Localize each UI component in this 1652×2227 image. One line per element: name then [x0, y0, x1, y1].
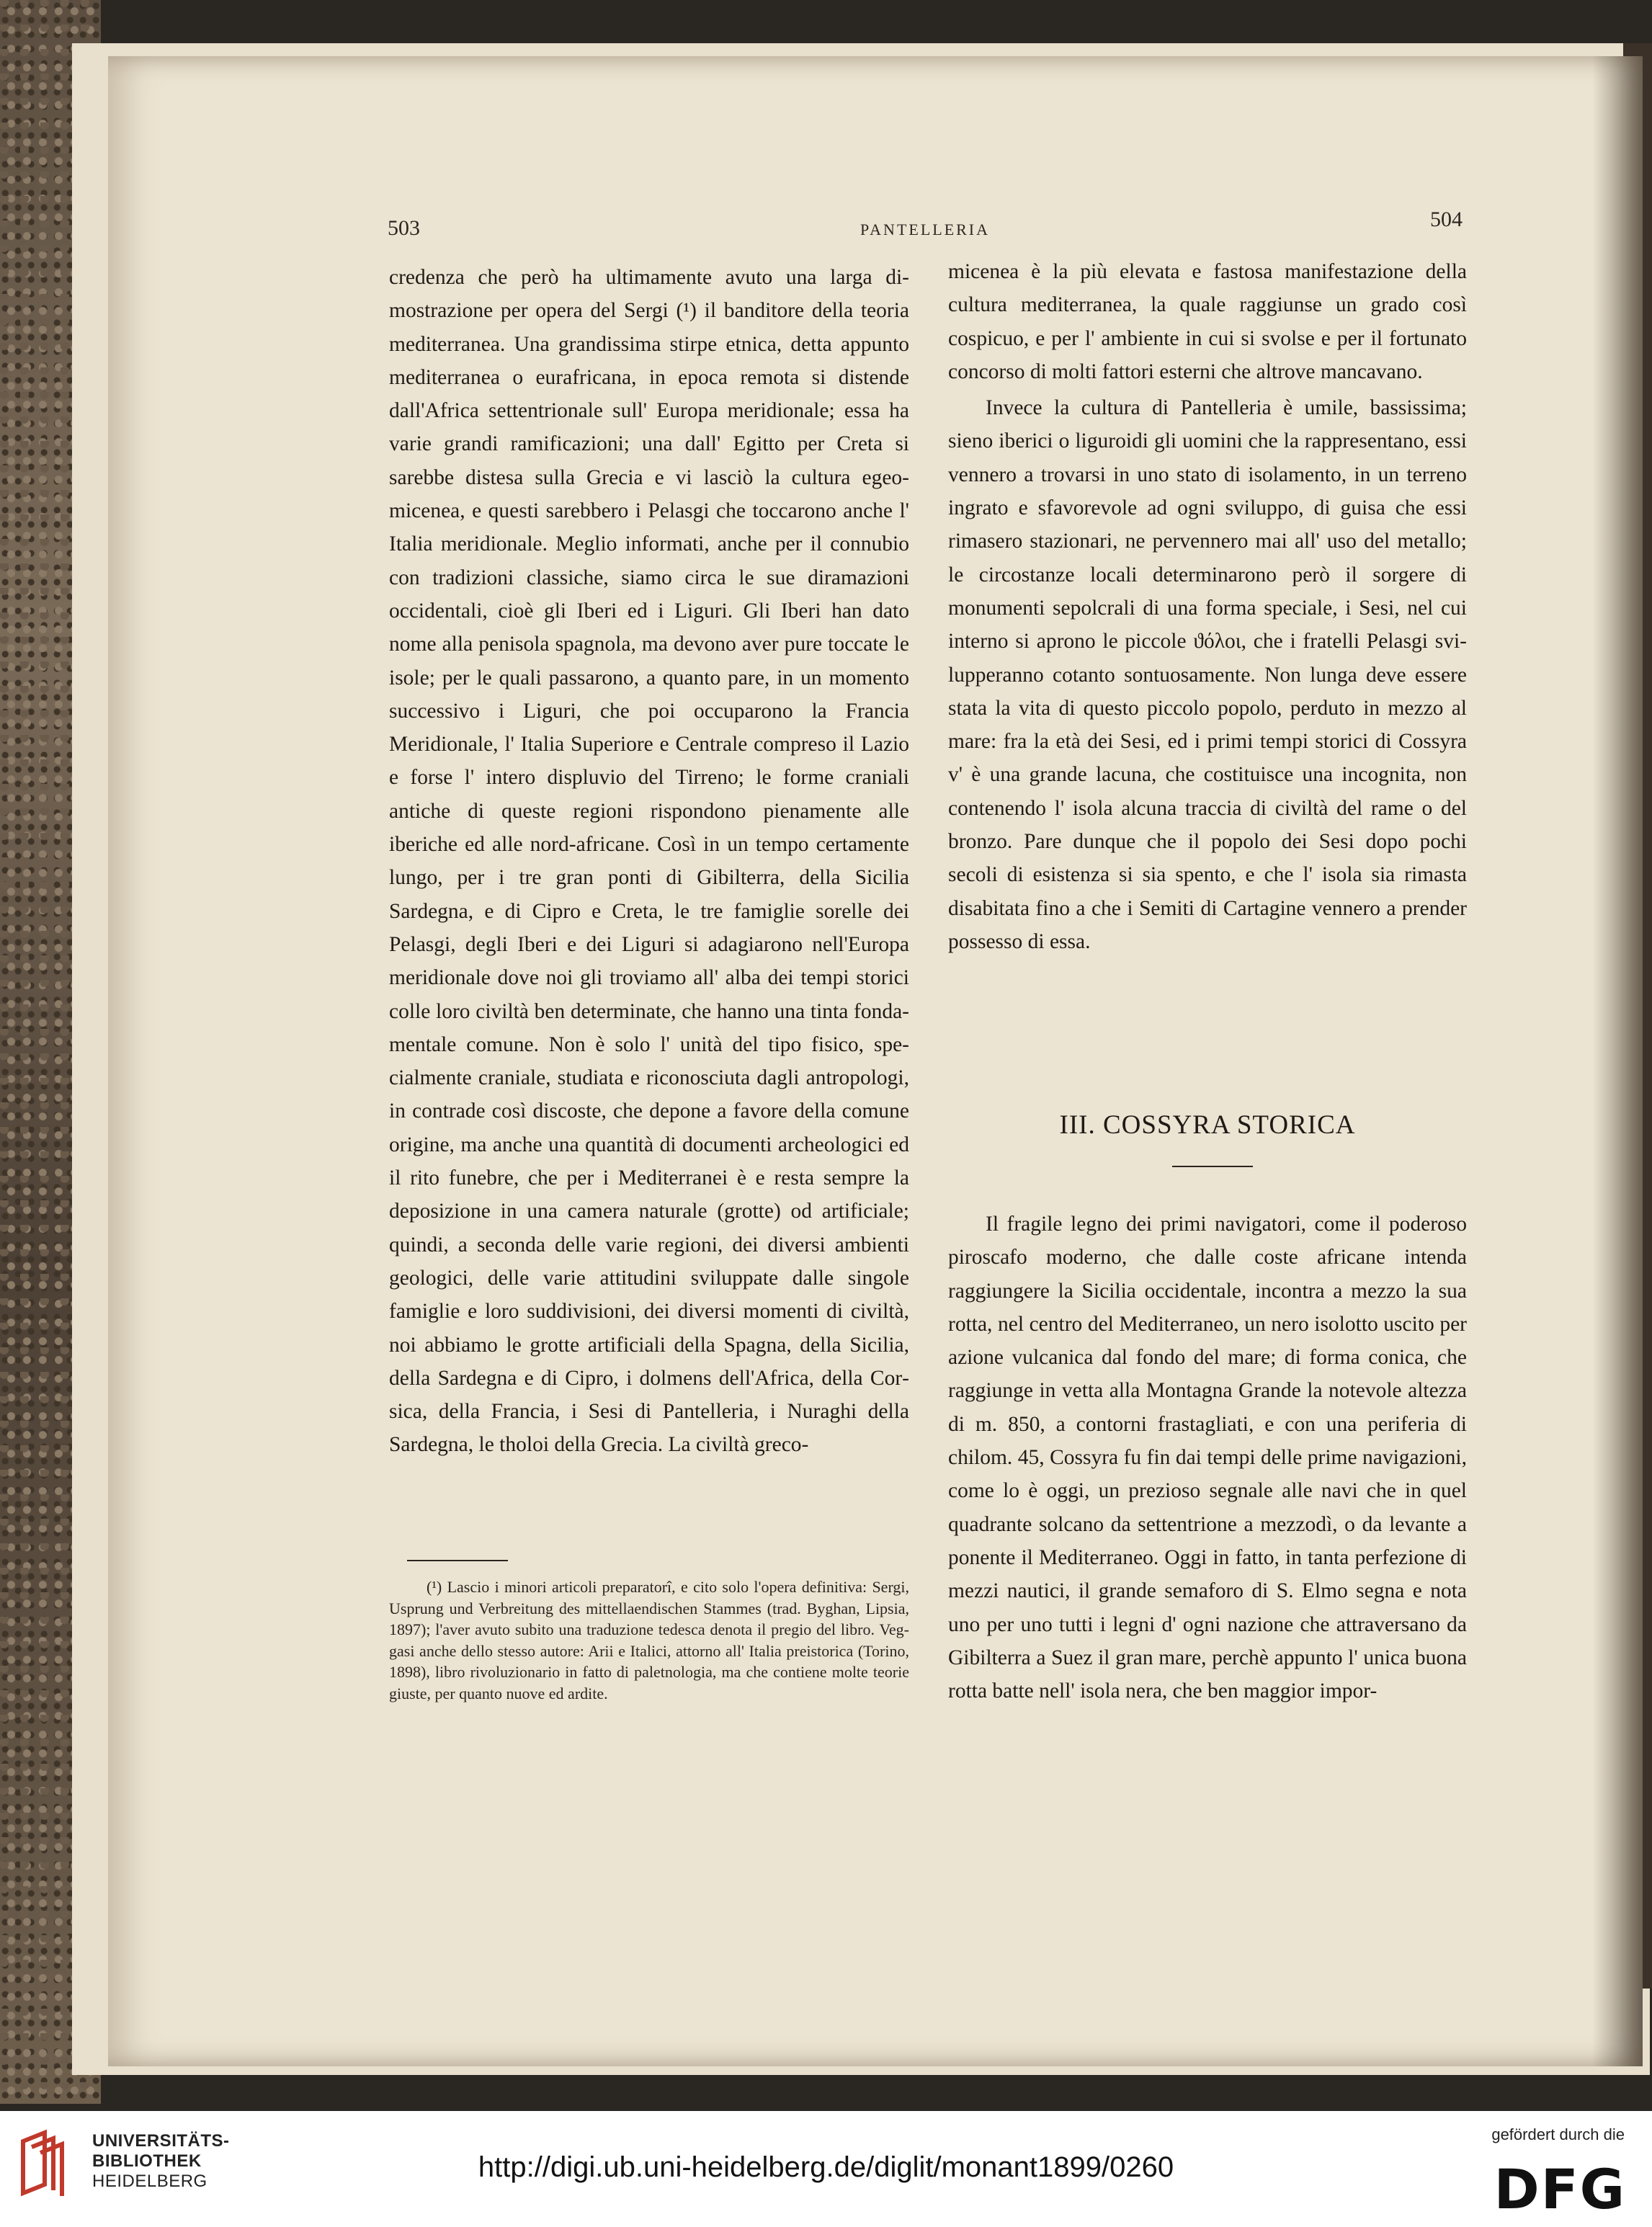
- library-name-line: UNIVERSITÄTS-: [92, 2131, 230, 2151]
- left-text-column: [389, 261, 909, 1462]
- right-text-column: [948, 255, 1467, 958]
- body-paragraph: Il fragile legno dei primi navigatori, come il poderoso piroscafo moderno, che dalle coste africane intenda raggiungere la Sicilia occidentale, incontra a mezzo la sua rotta, nel centro del Mediterraneo, un nero isolotto uscito per azione vulcanica dal fondo del mare; di forma conica, che raggiunge in vetta alla Montagna Grande la notevole altezza di m. 850, a contorni frastagliati, e con una periferia di chilom. 45, Cossyra fu fin dai tempi delle prime navigazioni, come lo è oggi, un prezioso segnale alle navi che in quel quadrante solcano da settentrione a mezzodì, o da levante a ponente il Mediterraneo. Oggi in fatto, in tanta perfezione di mezzi nautici, il grande semaforo di S. Elmo segna e nota uno per uno tutti i legni d' ogni nazione che attraversano da Gibilterra a Suez il gran mare, perchè appunto l' unica buona rotta batte nell' isola nera, che ben maggior impor-: [948, 1213, 1467, 1703]
- body-paragraph: Invece la cultura di Pantelleria è umile, bassissima; sieno iberici o liguroidi gli uomini che la rappresentano, essi vennero a trovarsi in uno stato di isolamento, in un terreno ingrato e sfavorevole ad ogni sviluppo, di guisa che essi rimasero stazionari, ne pervennero mai all' uso del metallo; le circostanze locali determinarono però il sorgere di monumenti sepolcrali di una forma speciale, i Sesi, nel cui interno si aprono le piccole ϑόλοι, che i fratelli Pelasgi svilupperanno cotanto sontuosamente. Non lunga deve essere stata la vita di questo piccolo popolo, perduto in mezzo al mare: fra la età dei Sesi, ed i primi tempi storici di Cossyra v' è una grande lacuna, che costituisce una incognita, non contenendo l' isola alcuna traccia di civiltà del rame o del bronzo. Pare dunque che il popolo dei Sesi dopo pochi secoli di esistenza si sia spento, e che l' isola sia rimasta disabitata fino a che i Semiti di Cartagine vennero a prender possesso di essa.: [948, 396, 1467, 953]
- library-name-line: BIBLIOTHEK: [92, 2151, 202, 2171]
- page-header: [388, 207, 1463, 244]
- footnote: [389, 1576, 909, 1704]
- permalink-url[interactable]: http://digi.ub.uni-heidelberg.de/diglit/monant1899/0260: [478, 2151, 1174, 2183]
- page-number-left: 503: [388, 216, 420, 240]
- library-name-line: HEIDELBERG: [92, 2172, 207, 2191]
- footnote-text: (¹) Lascio i minori articoli preparatorî, e cito solo l'opera definitiva: Sergi, Usprung und Verbreitung des mittellaendischen Stammes (trad. Byghan, Lipsia, 1897); l'aver avuto subito una traduzione tedesca denota il pregio del libro. Veggasi anche dello stesso autore: Arii e Italici, attorno all' Italia preistorica (Torino, 1898), libro rivoluzionario in fatto di paletnologia, ma che contiene molte teorie giuste, per quanto nuove ed ardite.: [389, 1578, 909, 1702]
- section-heading: III. COSSYRA STORICA: [1059, 1110, 1356, 1140]
- spine-shadow: [1592, 56, 1643, 2066]
- heading-rule: [1172, 1166, 1253, 1167]
- footnote-divider: [407, 1560, 508, 1561]
- dfg-logo: DFG: [1494, 2157, 1626, 2221]
- funding-label: gefördert durch die: [1491, 2125, 1625, 2143]
- body-paragraph: micenea è la più elevata e fastosa manifestazione della cultura mediterranea, la quale raggiunse un grado così cospicuo, e per l' ambiente in cui si svolse e per il fortunato concorso di molti fattori esterni che altrove mancavano.: [948, 260, 1467, 383]
- body-paragraph: credenza che però ha ultimamente avuto una larga dimostrazione per opera del Sergi (¹) il banditore della teoria mediterranea. Una grandissima stirpe etnica, detta appunto mediterranea o eurafricana, in epoca remota si distende dall'Africa settentrionale sull' Europa meridionale; essa ha varie grandi ramificazioni; una dall' Egitto per Creta si sarebbe distesa sulla Grecia e vi lasciò la cultura egeo-micenea, e questi sarebbero i Pelasgi che toccarono anche l' Italia meridionale. Meglio informati, anche per il connubio con tradizioni classiche, siamo circa le sue diramazioni occidentali, cioè gli Iberi ed i Liguri. Gli Iberi han dato nome alla penisola spagnola, ma devono aver pure toccate le isole; per le quali passarono, a quanto pare, in un momento successivo i Liguri, che poi occuparono la Francia Meridionale, l' Italia Superiore e Centrale compreso il Lazio e forse l' intero displuvio del Tirreno; le forme craniali antiche di queste regioni rispondono pienamente alle iberiche ed alle nord-africane. Così in un tempo certamente lungo, per i tre gran ponti di Gibilterra, della Sicilia Sardegna, e di Cipro e Creta, le tre famiglie sorelle dei Pelasgi, degli Iberi e dei Liguri si adagiarono nell'Europa meridionale dove noi gli troviamo all' alba dei tempi storici colle loro civiltà ben determinate, che hanno una tinta fondamentale comune. Non è solo l' unità del tipo fisico, specialmente craniale, studiata e riconosciuta dagli antropologi, in contrade così discoste, che depone a favore della comune origine, ma anche una quantità di documenti archeologici ed il rito funebre, che per i Mediterranei è e resta sempre la deposizione in una camera naturale (grotte) od artificiale; quindi, a seconda delle varie regioni, dei diversi ambienti geologici, delle varie attitudini sviluppate dalle singole famiglie e loro suddivisioni, dei diversi momenti di civiltà, noi abbiamo le grotte artificiali della Spagna, della Sicilia, della Sardegna e di Cipro, i dolmens dell'Africa, della Corsica, della Francia, i Sesi di Pantelleria, i Nuraghi della Sardegna, le tholoi della Grecia. La civiltà greco-: [389, 266, 909, 1457]
- page-number-right: 504: [1430, 207, 1463, 231]
- right-text-column-continued: [948, 1208, 1467, 1708]
- library-footer-banner: [0, 2111, 1652, 2227]
- running-title: PANTELLERIA: [860, 220, 991, 238]
